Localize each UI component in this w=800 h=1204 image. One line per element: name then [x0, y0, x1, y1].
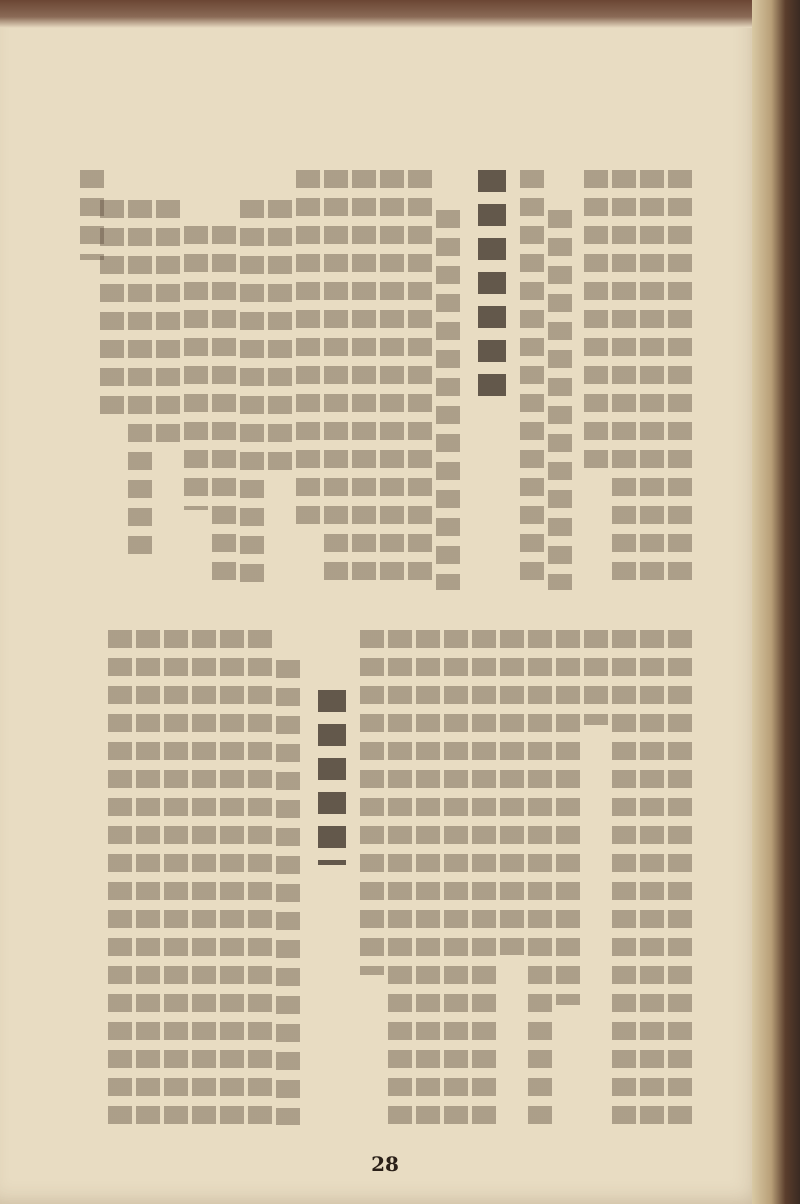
text-column — [528, 630, 552, 1125]
book-spine-edge — [752, 0, 800, 1204]
text-column — [80, 170, 104, 260]
text-column — [640, 170, 664, 590]
lower-text-block — [80, 630, 692, 1125]
text-column — [360, 630, 384, 975]
text-column — [128, 200, 152, 560]
text-column — [248, 630, 272, 1125]
text-column — [324, 170, 348, 590]
text-column — [220, 630, 244, 1125]
section-heading-5 — [478, 170, 506, 400]
top-cover-edge — [0, 0, 770, 28]
section-heading-6 — [318, 690, 346, 865]
text-column — [352, 170, 376, 590]
text-column — [472, 630, 496, 1125]
text-column — [612, 170, 636, 590]
text-column — [444, 630, 468, 1125]
text-column — [184, 226, 208, 510]
text-column — [556, 630, 580, 1005]
text-column — [640, 630, 664, 1125]
text-column — [388, 630, 412, 1125]
text-column — [668, 170, 692, 590]
text-column — [548, 210, 572, 590]
text-column — [192, 630, 216, 1125]
upper-text-block — [80, 170, 692, 590]
text-column — [416, 630, 440, 1125]
text-column — [584, 170, 608, 470]
text-column — [268, 200, 292, 480]
text-column — [520, 170, 544, 590]
text-column — [408, 170, 432, 590]
text-column — [164, 630, 188, 1125]
text-column — [584, 630, 608, 725]
text-column — [212, 226, 236, 590]
text-column — [500, 630, 524, 955]
text-column — [276, 660, 300, 1125]
text-column — [296, 170, 320, 530]
page-number: 28 — [371, 1152, 399, 1176]
text-column — [240, 200, 264, 590]
text-column — [668, 630, 692, 1125]
text-column — [380, 170, 404, 590]
text-column — [136, 630, 160, 1125]
text-column — [436, 210, 460, 590]
text-column — [156, 200, 180, 450]
text-column — [108, 630, 132, 1125]
text-column — [612, 630, 636, 1125]
